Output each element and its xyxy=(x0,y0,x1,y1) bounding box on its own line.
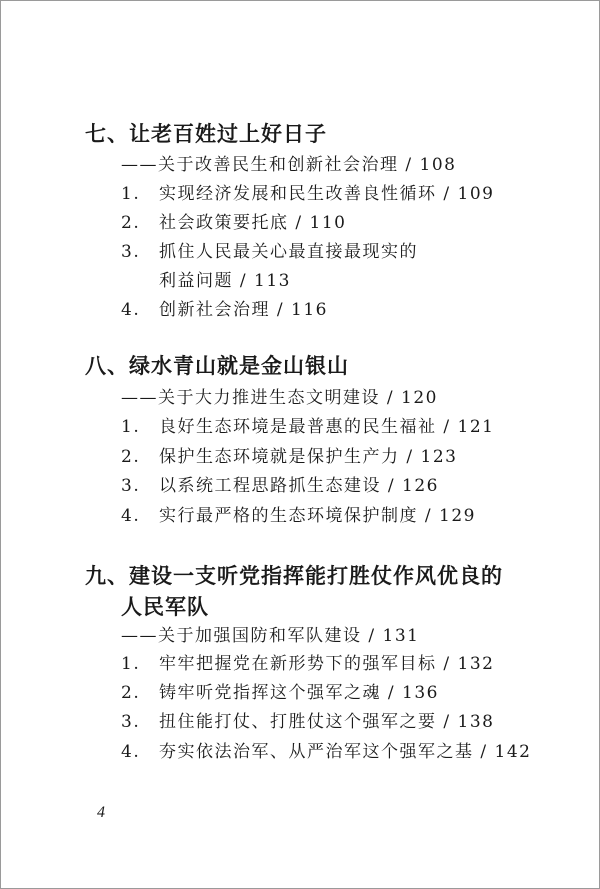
item-number: 4. xyxy=(121,506,141,526)
chapter-title-7: 七、让老百姓过上好日子 xyxy=(85,122,327,146)
item-number: 4. xyxy=(121,742,141,762)
item-text: 实现经济发展和民生改善良性循环 / 109 xyxy=(159,184,495,204)
item-text: 社会政策要托底 / 110 xyxy=(159,213,347,233)
item-number: 4. xyxy=(121,300,141,320)
toc-item xyxy=(121,656,494,673)
toc-item xyxy=(121,419,494,436)
toc-item xyxy=(121,244,418,261)
chapter-title-8: 八、绿水青山就是金山银山 xyxy=(85,354,349,378)
item-text: 铸牢听党指挥这个强军之魂 / 136 xyxy=(159,683,439,703)
page-number: 4 xyxy=(97,804,105,821)
toc-item xyxy=(121,714,494,731)
item-text: 实行最严格的生态环境保护制度 / 129 xyxy=(159,506,476,526)
toc-item xyxy=(121,449,457,466)
toc-item xyxy=(121,215,346,232)
chapter-subtitle-9: ——关于加强国防和军队建设 / 131 xyxy=(121,626,420,646)
chapter-title-9-continuation: 人民军队 xyxy=(121,595,209,619)
toc-item xyxy=(121,744,531,761)
item-text: 扭住能打仗、打胜仗这个强军之要 / 138 xyxy=(159,712,495,732)
toc-item xyxy=(121,302,328,319)
item-text: 利益问题 / 113 xyxy=(159,271,291,291)
item-number: 1. xyxy=(121,417,141,437)
item-number: 2. xyxy=(121,683,141,703)
toc-item xyxy=(121,478,439,495)
toc-item xyxy=(121,508,476,525)
item-number: 1. xyxy=(121,654,141,674)
item-number: 2. xyxy=(121,447,141,467)
item-text: 创新社会治理 / 116 xyxy=(159,300,328,320)
toc-item xyxy=(121,685,439,702)
item-text: 以系统工程思路抓生态建设 / 126 xyxy=(159,476,439,496)
toc-item xyxy=(121,186,494,203)
chapter-subtitle-8: ——关于大力推进生态文明建设 / 120 xyxy=(121,388,438,408)
item-text: 牢牢把握党在新形势下的强军目标 / 132 xyxy=(159,654,495,674)
item-text: 良好生态环境是最普惠的民生福祉 / 121 xyxy=(159,417,495,437)
item-text: 夯实依法治军、从严治军这个强军之基 / 142 xyxy=(159,742,532,762)
toc-item-continuation xyxy=(121,273,291,290)
item-number: 1. xyxy=(121,184,141,204)
item-number: 3. xyxy=(121,476,141,496)
item-text: 保护生态环境就是保护生产力 / 123 xyxy=(159,447,458,467)
item-number: 3. xyxy=(121,712,141,732)
item-text: 抓住人民最关心最直接最现实的 xyxy=(159,242,418,262)
chapter-subtitle-7: ——关于改善民生和创新社会治理 / 108 xyxy=(121,155,457,175)
chapter-title-9: 九、建设一支听党指挥能打胜仗作风优良的 xyxy=(85,564,503,588)
item-number: 2. xyxy=(121,213,141,233)
item-number: 3. xyxy=(121,242,141,262)
